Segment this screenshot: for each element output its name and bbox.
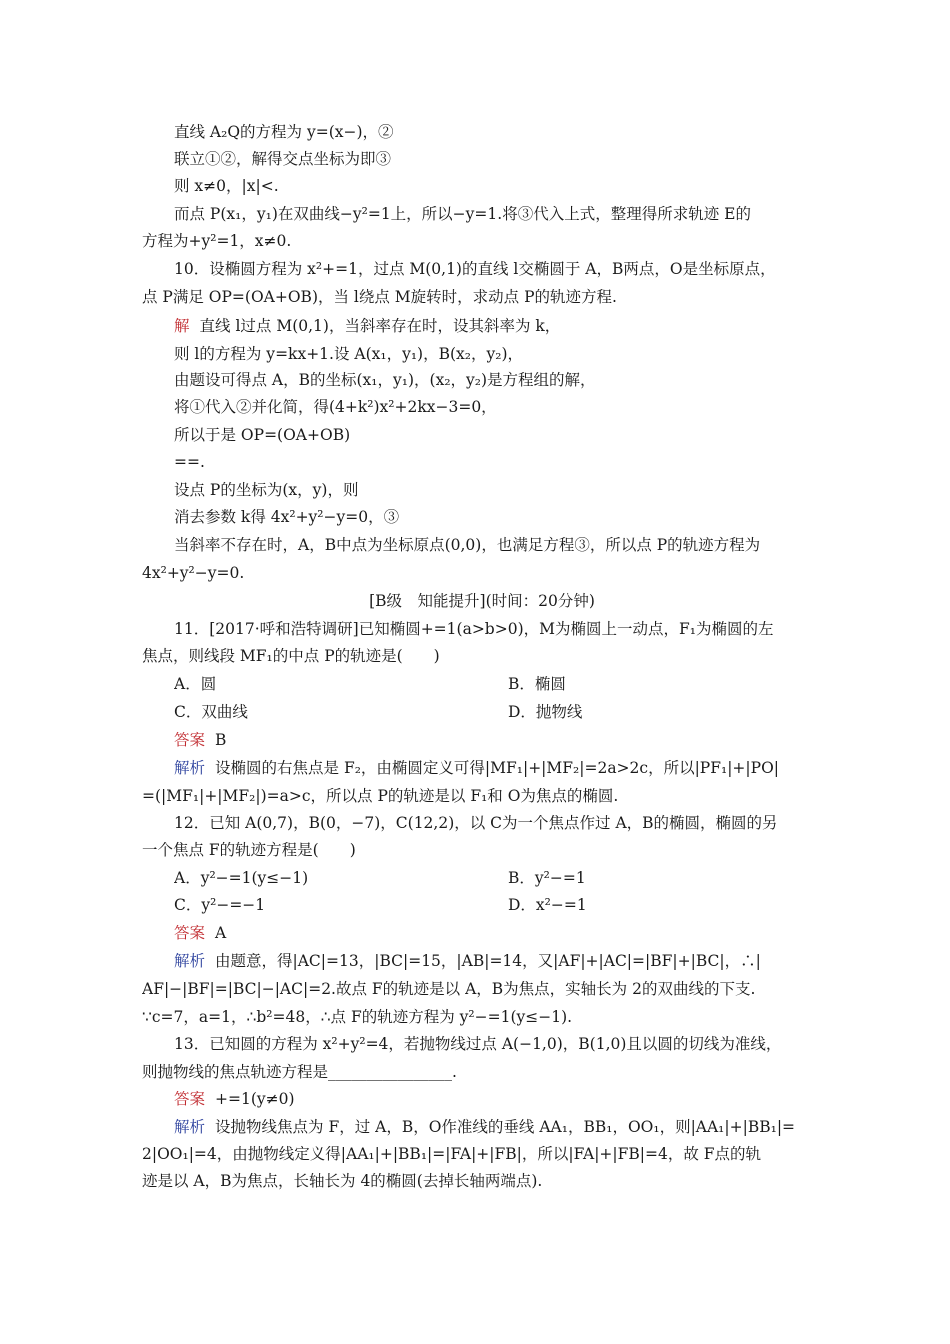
line-text: 所以于是 OP=(OA+OB)	[174, 426, 351, 444]
text-line	[174, 701, 822, 723]
line-text: 当斜率不存在时，A，B中点为坐标原点(0,0)，也满足方程③，所以点 P的轨迹方程为	[174, 536, 761, 554]
text-line	[174, 451, 822, 473]
text-line	[174, 175, 822, 197]
line-text: AF|−|BF|=|BC|−|AC|=2.故点 F的轨迹是以 A，B为焦点，实轴长为 2的双曲线的下支.	[142, 980, 756, 998]
choice-option: A．圆	[174, 675, 217, 693]
line-text: 焦点，则线段 MF₁的中点 P的轨迹是( )	[142, 647, 440, 665]
text-line	[174, 148, 822, 170]
section-tag: 解析	[174, 952, 206, 970]
section-tag: 答案	[174, 1090, 206, 1108]
line-text: B	[215, 731, 227, 749]
choice-option: C．y²−=−1	[174, 896, 266, 914]
text-line	[142, 286, 822, 308]
line-text: +=1(y≠0)	[215, 1090, 295, 1108]
line-text: A	[215, 924, 227, 942]
line-text: 4x²+y²−y=0.	[142, 564, 245, 582]
line-text: 设点 P的坐标为(x，y)，则	[174, 481, 359, 499]
section-tag: 解析	[174, 1118, 206, 1136]
line-text: =(|MF₁|+|MF₂|)=a>c，所以点 P的轨迹是以 F₁和 O为焦点的椭圆.	[142, 787, 619, 805]
text-line	[142, 1006, 822, 1028]
choice-option: C．双曲线	[174, 703, 248, 721]
section-tag: 答案	[174, 924, 206, 942]
line-text: 11．[2017·呼和浩特调研]已知椭圆+=1(a>b>0)，M为椭圆上一动点，F₁为椭圆的左	[174, 620, 774, 638]
text-line	[142, 230, 822, 252]
text-line	[174, 894, 822, 916]
text-line	[142, 645, 822, 667]
line-text: [B级 知能提升](时间：20分钟)	[369, 592, 595, 610]
text-line	[174, 618, 822, 640]
text-line	[142, 839, 822, 861]
text-line	[174, 729, 822, 751]
line-text: 联立①②，解得交点坐标为即③	[174, 150, 392, 168]
line-text: 点 P满足 OP=(OA+OB)，当 l绕点 M旋转时，求动点 P的轨迹方程.	[142, 288, 617, 306]
text-line	[142, 1061, 822, 1083]
choice-option: A．y²−=1(y≤−1)	[174, 869, 309, 887]
line-text: 设抛物线焦点为 F，过 A，B，O作准线的垂线 AA₁，BB₁，OO₁，则|AA₁|+|BB₁|=	[215, 1118, 796, 1136]
line-text: 迹是以 A，B为焦点，长轴长为 4的椭圆(去掉长轴两端点).	[142, 1172, 543, 1190]
line-text: 12．已知 A(0,7)，B(0，−7)，C(12,2)，以 C为一个焦点作过 A，B的椭圆，椭圆的另	[174, 814, 778, 832]
text-line	[174, 258, 822, 280]
line-text: 设椭圆的右焦点是 F₂，由椭圆定义可得|MF₁|+|MF₂|=2a>2c，所以|PF₁|+|PO|	[215, 759, 779, 777]
choice-option: B．椭圆	[508, 675, 566, 693]
text-line	[142, 978, 822, 1000]
text-line	[142, 785, 822, 807]
text-line	[174, 922, 822, 944]
text-line	[174, 867, 822, 889]
line-text: 2|OO₁|=4，由抛物线定义得|AA₁|+|BB₁|=|FA|+|FB|，所以|FA|+|FB|=4，故 F点的轨	[142, 1145, 762, 1163]
text-line	[174, 396, 822, 418]
text-line	[174, 950, 822, 972]
line-text: 10．设椭圆方程为 x²+=1，过点 M(0,1)的直线 l交椭圆于 A，B两点，O是坐标原点，	[174, 260, 776, 278]
text-line	[174, 812, 822, 834]
choice-option: D．抛物线	[508, 703, 583, 721]
line-text: 则 x≠0，|x|<.	[174, 177, 279, 195]
line-text: ==.	[174, 453, 205, 471]
text-line	[142, 590, 822, 612]
text-line	[174, 121, 822, 143]
line-text: 直线 A₂Q的方程为 y=(x−)，②	[174, 123, 394, 141]
text-line	[174, 424, 822, 446]
text-line	[174, 203, 822, 225]
choice-option: D．x²−=1	[508, 896, 587, 914]
line-text: 方程为+y²=1，x≠0.	[142, 232, 292, 250]
text-line	[174, 343, 822, 365]
text-line	[174, 315, 822, 337]
line-text: 由题设可得点 A，B的坐标(x₁，y₁)，(x₂，y₂)是方程组的解，	[174, 371, 596, 389]
line-text: 则抛物线的焦点轨迹方程是________________.	[142, 1063, 457, 1081]
text-line	[174, 673, 822, 695]
line-text: 将①代入②并化简，得(4+k²)x²+2kx−3=0，	[174, 398, 497, 416]
text-line	[174, 1088, 822, 1110]
text-line	[174, 1116, 822, 1138]
line-text: 则 l的方程为 y=kx+1.设 A(x₁，y₁)，B(x₂，y₂)，	[174, 345, 524, 363]
line-text: 13．已知圆的方程为 x²+y²=4，若抛物线过点 A(−1,0)，B(1,0)且以圆的切线为准线，	[174, 1035, 782, 1053]
line-text: 而点 P(x₁，y₁)在双曲线−y²=1上，所以−y=1.将③代入上式，整理得所求轨迹 E的	[174, 205, 751, 223]
line-text: 一个焦点 F的轨迹方程是( )	[142, 841, 356, 859]
text-line	[174, 506, 822, 528]
choice-option: B．y²−=1	[508, 869, 586, 887]
text-line	[174, 534, 822, 556]
section-tag: 解析	[174, 759, 206, 777]
text-line	[142, 1143, 822, 1165]
line-text: 由题意，得|AC|=13，|BC|=15，|AB|=14，又|AF|+|AC|=|BF|+|BC|，∴|	[215, 952, 761, 970]
text-line	[142, 1170, 822, 1192]
line-text: 直线 l过点 M(0,1)，当斜率存在时，设其斜率为 k，	[199, 317, 561, 335]
line-text: ∵c=7，a=1，∴b²=48，∴点 F的轨迹方程为 y²−=1(y≤−1).	[142, 1008, 573, 1026]
text-line	[174, 1033, 822, 1055]
text-line	[174, 479, 822, 501]
text-line	[174, 369, 822, 391]
line-text: 消去参数 k得 4x²+y²−y=0，③	[174, 508, 400, 526]
text-line	[142, 562, 822, 584]
text-line	[174, 757, 822, 779]
section-tag: 答案	[174, 731, 206, 749]
section-tag: 解	[174, 317, 190, 335]
